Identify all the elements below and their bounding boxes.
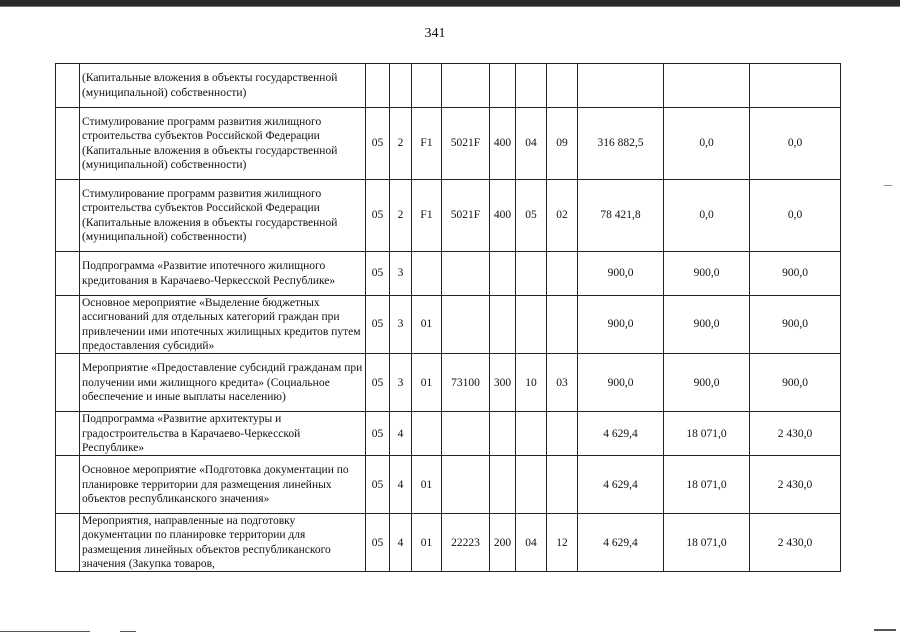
row-blank-cell — [56, 296, 80, 354]
row-y3-cell — [750, 64, 841, 108]
row-b-cell — [547, 64, 578, 108]
row-cs1-cell: F1 — [412, 108, 442, 180]
row-y1-cell: 900,0 — [578, 252, 664, 296]
row-y3-cell: 900,0 — [750, 252, 841, 296]
row-b-cell — [547, 412, 578, 456]
row-name-cell: Подпрограмма «Развитие архитектуры и градостроительства в Карачаево-Черкесской Республике» — [80, 412, 366, 456]
row-y3-cell: 2 430,0 — [750, 412, 841, 456]
row-blank-cell — [56, 252, 80, 296]
row-pr-cell: 3 — [390, 252, 412, 296]
table-row — [56, 108, 841, 180]
row-b-cell: 09 — [547, 108, 578, 180]
row-name-cell: Мероприятие «Предоставление субсидий гражданам при получении ими жилищного кредита» (Социальное обеспечение и иные выплаты населению) — [80, 354, 366, 412]
row-a-cell: 04 — [516, 108, 547, 180]
row-y2-cell: 900,0 — [664, 252, 750, 296]
row-y3-cell: 2 430,0 — [750, 456, 841, 514]
row-cs1-cell: 01 — [412, 456, 442, 514]
row-pr-cell: 2 — [390, 180, 412, 252]
row-b-cell — [547, 456, 578, 514]
row-y3-cell: 2 430,0 — [750, 514, 841, 572]
row-pr-cell — [390, 64, 412, 108]
row-name-cell: Основное мероприятие «Подготовка документации по планировке территории для размещения линейных объектов республиканского значения» — [80, 456, 366, 514]
row-y2-cell: 18 071,0 — [664, 456, 750, 514]
row-blank-cell — [56, 180, 80, 252]
row-rz-cell: 05 — [366, 412, 390, 456]
row-y3-cell: 900,0 — [750, 354, 841, 412]
row-rz-cell: 05 — [366, 456, 390, 514]
row-y1-cell: 78 421,8 — [578, 180, 664, 252]
row-y2-cell: 18 071,0 — [664, 514, 750, 572]
row-rz-cell: 05 — [366, 180, 390, 252]
row-cs1-cell: 01 — [412, 296, 442, 354]
row-cs1-cell — [412, 412, 442, 456]
row-pr-cell: 2 — [390, 108, 412, 180]
row-pr-cell: 4 — [390, 412, 412, 456]
row-y1-cell: 4 629,4 — [578, 456, 664, 514]
row-name-cell: Стимулирование программ развития жилищного строительства субъектов Российской Федерации (Капитальные вложения в объекты государственной (муниципальной) собственности) — [80, 108, 366, 180]
row-y3-cell: 900,0 — [750, 296, 841, 354]
row-y3-cell: 0,0 — [750, 108, 841, 180]
row-vr-cell — [490, 64, 516, 108]
row-rz-cell: 05 — [366, 296, 390, 354]
row-blank-cell — [56, 514, 80, 572]
row-name-cell: Подпрограмма «Развитие ипотечного жилищного кредитования в Карачаево-Черкесской Республике» — [80, 252, 366, 296]
row-cs2-cell — [442, 412, 490, 456]
table-row — [56, 296, 841, 354]
row-a-cell — [516, 456, 547, 514]
row-y1-cell: 900,0 — [578, 296, 664, 354]
row-a-cell: 04 — [516, 514, 547, 572]
row-cs2-cell: 5021F — [442, 180, 490, 252]
row-name-cell: Мероприятия, направленные на подготовку документации по планировке территории для размещения линейных объектов республиканского значения (Закупка товаров, — [80, 514, 366, 572]
row-cs1-cell — [412, 252, 442, 296]
row-pr-cell: 3 — [390, 296, 412, 354]
row-vr-cell — [490, 296, 516, 354]
row-y2-cell: 900,0 — [664, 296, 750, 354]
row-b-cell: 02 — [547, 180, 578, 252]
row-y2-cell: 900,0 — [664, 354, 750, 412]
row-a-cell: 10 — [516, 354, 547, 412]
row-y1-cell — [578, 64, 664, 108]
row-vr-cell: 400 — [490, 108, 516, 180]
row-rz-cell: 05 — [366, 108, 390, 180]
table-row — [56, 514, 841, 572]
row-blank-cell — [56, 412, 80, 456]
row-y1-cell: 4 629,4 — [578, 412, 664, 456]
row-y1-cell: 900,0 — [578, 354, 664, 412]
row-vr-cell: 300 — [490, 354, 516, 412]
row-name-cell: Стимулирование программ развития жилищного строительства субъектов Российской Федерации (Капитальные вложения в объекты государственной (муниципальной) собственности) — [80, 180, 366, 252]
budget-table — [55, 63, 841, 572]
row-name-cell: (Капитальные вложения в объекты государственной (муниципальной) собственности) — [80, 64, 366, 108]
row-y1-cell: 316 882,5 — [578, 108, 664, 180]
row-rz-cell: 05 — [366, 252, 390, 296]
row-y3-cell: 0,0 — [750, 180, 841, 252]
row-cs1-cell: 01 — [412, 354, 442, 412]
scan-artifact — [120, 631, 136, 632]
row-y2-cell — [664, 64, 750, 108]
row-y1-cell: 4 629,4 — [578, 514, 664, 572]
row-cs2-cell: 22223 — [442, 514, 490, 572]
row-a-cell — [516, 412, 547, 456]
row-b-cell: 03 — [547, 354, 578, 412]
scan-top-line — [0, 6, 900, 7]
row-y2-cell: 0,0 — [664, 180, 750, 252]
row-blank-cell — [56, 64, 80, 108]
row-pr-cell: 4 — [390, 456, 412, 514]
row-pr-cell: 3 — [390, 354, 412, 412]
table-row — [56, 180, 841, 252]
row-a-cell — [516, 252, 547, 296]
row-cs1-cell — [412, 64, 442, 108]
row-y2-cell: 18 071,0 — [664, 412, 750, 456]
row-cs1-cell: F1 — [412, 180, 442, 252]
row-name-cell: Основное мероприятие «Выделение бюджетных ассигнований для отдельных категорий граждан при привлечении ими ипотечных жилищных кредитов путем предоставления субсидий» — [80, 296, 366, 354]
row-a-cell: 05 — [516, 180, 547, 252]
row-blank-cell — [56, 108, 80, 180]
table-row — [56, 412, 841, 456]
scan-artifact — [884, 185, 892, 186]
row-a-cell — [516, 64, 547, 108]
row-rz-cell: 05 — [366, 514, 390, 572]
table-row — [56, 252, 841, 296]
row-cs2-cell: 73100 — [442, 354, 490, 412]
row-a-cell — [516, 296, 547, 354]
row-cs2-cell — [442, 456, 490, 514]
table-row — [56, 456, 841, 514]
row-blank-cell — [56, 354, 80, 412]
row-vr-cell: 200 — [490, 514, 516, 572]
row-b-cell: 12 — [547, 514, 578, 572]
row-b-cell — [547, 252, 578, 296]
row-rz-cell — [366, 64, 390, 108]
row-blank-cell — [56, 456, 80, 514]
row-y2-cell: 0,0 — [664, 108, 750, 180]
row-rz-cell: 05 — [366, 354, 390, 412]
row-vr-cell — [490, 456, 516, 514]
table-row — [56, 354, 841, 412]
row-cs1-cell: 01 — [412, 514, 442, 572]
row-cs2-cell — [442, 296, 490, 354]
scan-artifact — [0, 631, 90, 632]
row-cs2-cell — [442, 252, 490, 296]
row-b-cell — [547, 296, 578, 354]
row-vr-cell — [490, 412, 516, 456]
page-number: 341 — [424, 26, 446, 41]
row-cs2-cell — [442, 64, 490, 108]
row-vr-cell — [490, 252, 516, 296]
row-vr-cell: 400 — [490, 180, 516, 252]
scan-artifact — [874, 629, 896, 631]
table-row — [56, 64, 841, 108]
row-cs2-cell: 5021F — [442, 108, 490, 180]
row-pr-cell: 4 — [390, 514, 412, 572]
